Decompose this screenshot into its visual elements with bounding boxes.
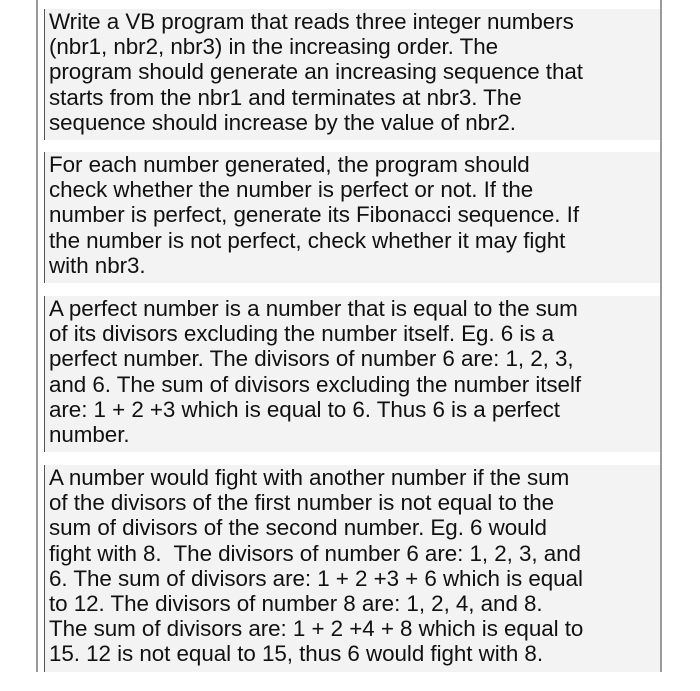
- text-line: with nbr3.: [49, 252, 146, 278]
- text-line: of the divisors of the first number is not equal to the: [49, 490, 555, 516]
- paragraph-fight-definition: [44, 465, 660, 672]
- text-line: perfect number. The divisors of number 6 are: 1, 2, 3,: [49, 346, 574, 372]
- paragraph-perfect-check: [44, 152, 660, 283]
- paragraph-program-description: [44, 9, 660, 140]
- text-line: The sum of divisors are: 1 + 2 +4 + 8 which is equal to: [49, 616, 584, 642]
- text-line: 15. 12 is not equal to 15, thus 6 would fight with 8.: [49, 641, 544, 667]
- text-line: (nbr1, nbr2, nbr3) in the increasing order. The: [49, 34, 499, 60]
- text-line: sequence should increase by the value of nbr2.: [49, 109, 516, 135]
- text-line: Write a VB program that reads three integer numbers: [49, 9, 574, 34]
- text-line: number is perfect, generate its Fibonacci sequence. If: [49, 202, 579, 228]
- paragraph-perfect-definition: [44, 296, 660, 452]
- text-line: are: 1 + 2 +3 which is equal to 6. Thus 6 is a perfect: [49, 396, 560, 422]
- text-line: of its divisors excluding the number itself. Eg. 6 is a: [49, 321, 555, 347]
- text-line: fight with 8. The divisors of number 6 are: 1, 2, 3, and: [49, 540, 581, 566]
- text-line: 6. The sum of divisors are: 1 + 2 +3 + 6 which is equal: [49, 565, 583, 591]
- text-line: A number would fight with another number if the sum: [49, 465, 570, 490]
- text-line: A perfect number is a number that is equal to the sum: [49, 296, 578, 321]
- text-line: starts from the nbr1 and terminates at nbr3. The: [49, 84, 522, 110]
- text-line: and 6. The sum of divisors excluding the number itself: [49, 371, 582, 397]
- text-line: program should generate an increasing sequence that: [49, 59, 583, 85]
- text-line: number.: [49, 422, 130, 448]
- text-line: to 12. The divisors of number 8 are: 1, 2, 4, and 8.: [49, 591, 543, 617]
- text-line: check whether the number is perfect or not. If the: [49, 177, 534, 203]
- text-line: sum of divisors of the second number. Eg. 6 would: [49, 515, 547, 541]
- text-line: For each number generated, the program should: [49, 152, 530, 177]
- text-line: the number is not perfect, check whether it may fight: [49, 227, 566, 253]
